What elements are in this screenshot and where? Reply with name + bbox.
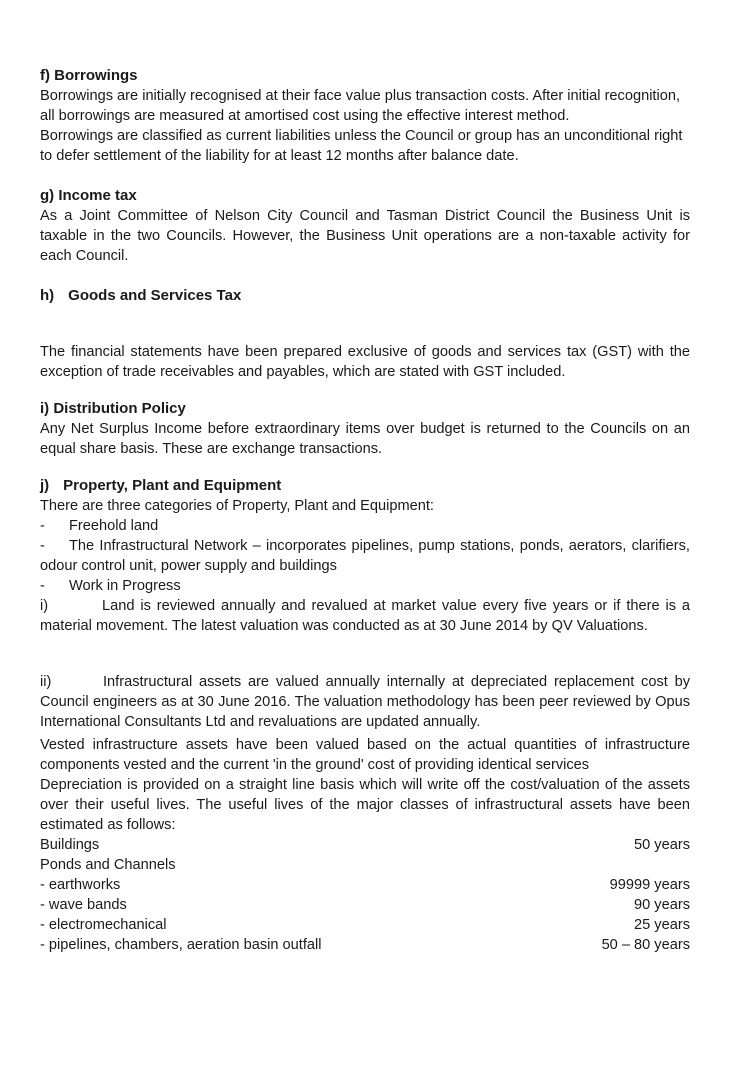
section-heading: f) Borrowings [40,67,138,84]
useful-life-value: 90 years [634,897,690,913]
asset-class: - electromechanical [40,917,167,933]
section-gst [40,286,690,382]
useful-life-value: 50 years [634,837,690,853]
numbered-paragraph [40,672,690,732]
bullet-dash: - [40,518,45,534]
bullet-dash: - [40,578,45,594]
useful-life-value: 25 years [634,917,690,933]
item-text: Land is reviewed annually and revalued at market value every five years or if there is a material movement. The latest valuation was conducted as at 30 June 2014 by QV Valuations. [40,598,690,634]
useful-life-row [40,835,690,855]
section-distribution-policy [40,399,690,459]
list-item [40,576,690,596]
section-heading [40,286,690,306]
numbered-paragraph [40,596,690,636]
paragraph: There are three categories of Property, Plant and Equipment: [40,498,434,514]
paragraph: The financial statements have been prepared exclusive of goods and services tax (GST) with the exception of trade receivables and payables, which are stated with GST included. [40,344,690,380]
item-number: i) [40,598,49,614]
list-item-text: Work in Progress [69,578,181,594]
asset-class: - wave bands [40,897,127,913]
heading-number: j) [40,477,50,494]
heading-text: Property, Plant and Equipment [63,477,282,494]
paragraph: Depreciation is provided on a straight line basis which will write off the cost/valuation of the assets over their useful lives. The useful lives of the major classes of infrastructural assets have been estimated as follows: [40,777,690,833]
document-page [40,66,690,955]
paragraph: Any Net Surplus Income before extraordinary items over budget is returned to the Councils on an equal share basis. These are exchange transactions. [40,421,690,457]
useful-life-row [40,935,690,955]
section-heading: i) Distribution Policy [40,400,186,417]
section-property-plant-equipment [40,476,690,955]
list-item-text: The Infrastructural Network – incorporates pipelines, pump stations, ponds, aerators, clarifiers, odour control unit, power supply and buildings [40,538,690,574]
section-borrowings [40,66,690,166]
heading-number: h) [40,287,55,304]
list-item [40,536,690,576]
useful-life-row [40,855,690,875]
section-heading: g) Income tax [40,187,137,204]
useful-life-value: 50 – 80 years [601,937,690,953]
asset-class: - pipelines, chambers, aeration basin outfall [40,937,322,953]
asset-class: Buildings [40,837,100,853]
section-income-tax [40,186,690,266]
useful-life-value: 99999 years [609,877,690,893]
bullet-dash: - [40,538,45,554]
useful-life-row [40,875,690,895]
paragraph: As a Joint Committee of Nelson City Council and Tasman District Council the Business Unit is taxable in the two Councils. However, the Business Unit operations are a non-taxable activity for each Council. [40,208,690,264]
useful-life-row [40,895,690,915]
asset-class: Ponds and Channels [40,857,176,873]
heading-text: Goods and Services Tax [68,287,242,304]
paragraph: Borrowings are initially recognised at their face value plus transaction costs. After initial recognition, all borrowings are measured at amortised cost using the effective interest method. [40,88,681,124]
list-item-text: Freehold land [69,518,159,534]
asset-class: - earthworks [40,877,121,893]
list-item [40,516,690,536]
item-number: ii) [40,674,52,690]
useful-life-row [40,915,690,935]
paragraph: Borrowings are classified as current liabilities unless the Council or group has an unconditional right to defer settlement of the liability for at least 12 months after balance date. [40,128,683,164]
item-text: Infrastructural assets are valued annually internally at depreciated replacement cost by Council engineers as at 30 June 2016. The valuation methodology has been peer reviewed by Opus International Consultants Ltd and revaluations are updated annually. [40,674,690,730]
paragraph: Vested infrastructure assets have been valued based on the actual quantities of infrastructure components vested and the current 'in the ground' cost of providing identical services [40,737,690,773]
section-heading [40,476,690,496]
useful-lives-table [40,835,690,955]
